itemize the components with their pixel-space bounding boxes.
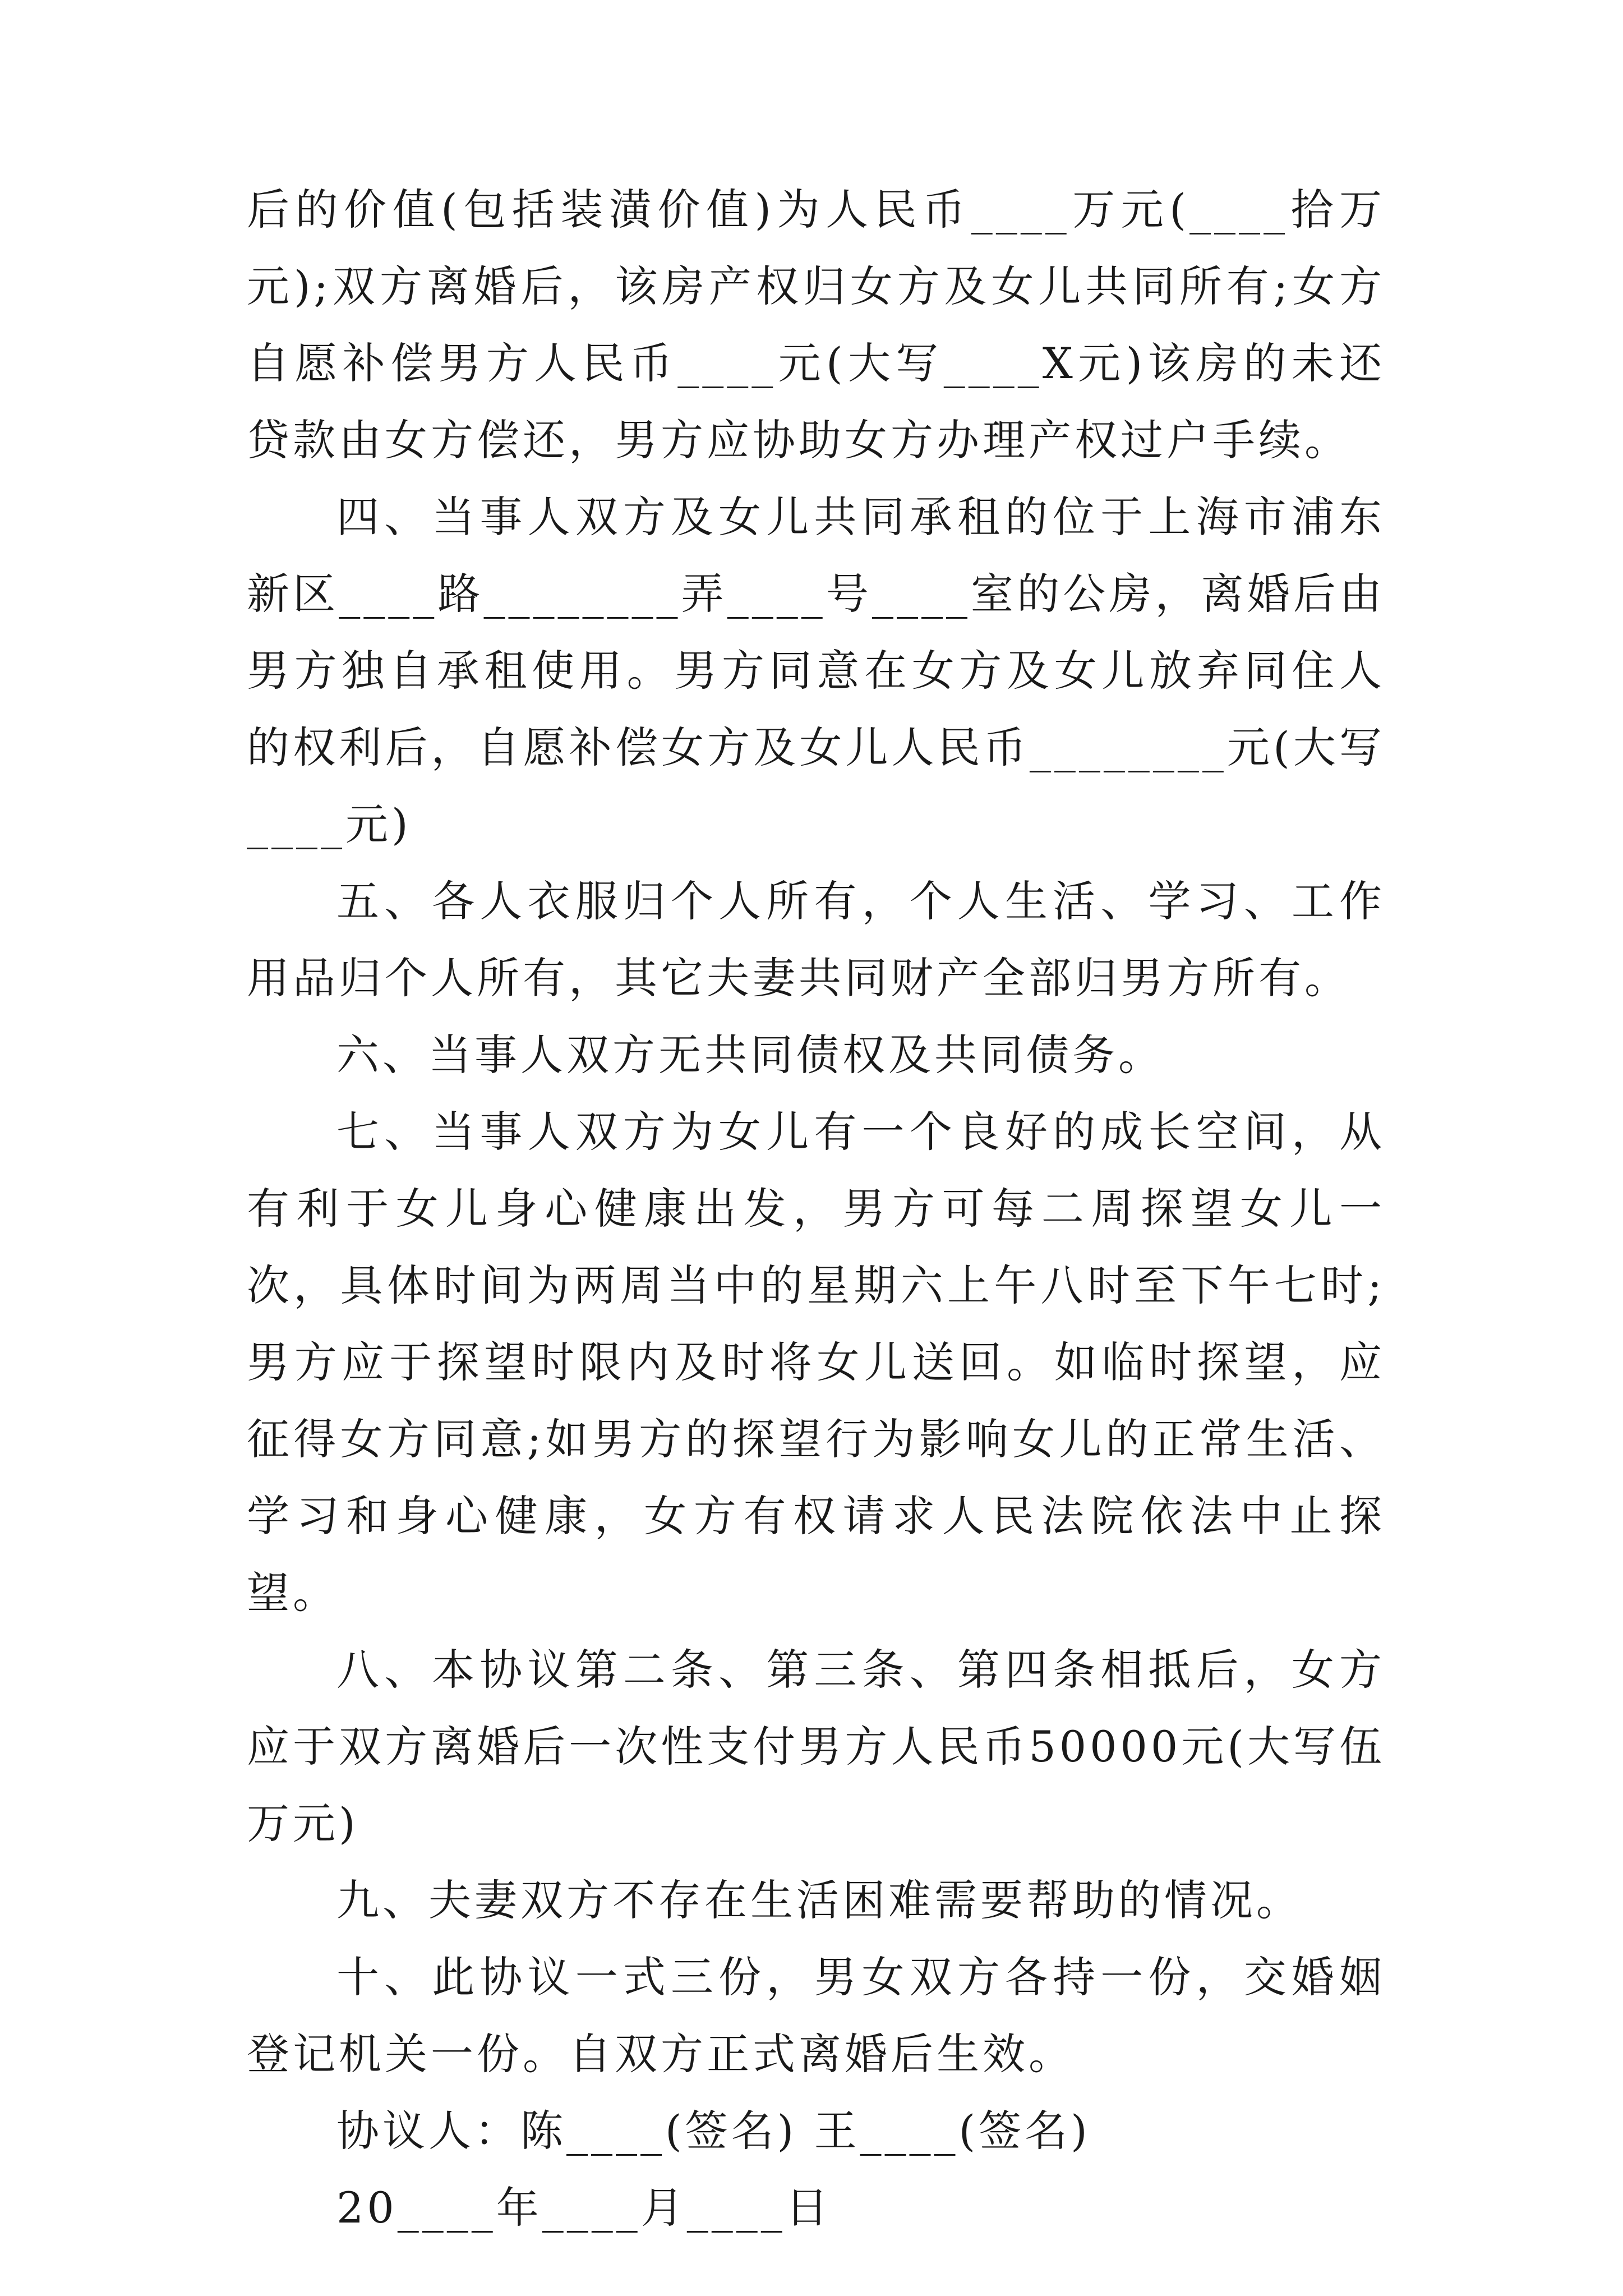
paragraph-clause-10: 十、此协议一式三份，男女双方各持一份，交婚姻登记机关一份。自双方正式离婚后生效。 — [247, 1952, 1385, 2079]
document-body — [247, 171, 1385, 2246]
paragraph-property-value: 后的价值(包括装潢价值)为人民币____万元(____拾万元);双方离婚后，该房产权归女方及女儿共同所有;女方自愿补偿男方人民币____元(大写____X元)该房的未还贷款由女方偿还，男方应协助女方办理产权过户手续。 — [247, 185, 1385, 465]
date-line: 20____年____月____日 — [336, 2183, 832, 2233]
paragraph-clause-4: 四、当事人双方及女儿共同承租的位于上海市浦东新区____路________弄____号____室的公房，离婚后由男方独自承租使用。男方同意在女方及女儿放弃同住人的权利后，自愿补偿女方及女儿人民币________元(大写____元) — [247, 492, 1385, 849]
paragraph-clause-8: 八、本协议第二条、第三条、第四条相抵后，女方应于双方离婚后一次性支付男方人民币50000元(大写伍万元) — [247, 1645, 1385, 1848]
paragraph-clause-5: 五、各人衣服归个人所有，个人生活、学习、工作用品归个人所有，其它夫妻共同财产全部归男方所有。 — [247, 876, 1385, 1003]
paragraph-clause-9: 九、夫妻双方不存在生活困难需要帮助的情况。 — [336, 1875, 1302, 1925]
paragraph-clause-6: 六、当事人双方无共同债权及共同债务。 — [336, 1030, 1164, 1080]
paragraph-clause-7: 七、当事人双方为女儿有一个良好的成长空间，从有利于女儿身心健康出发，男方可每二周探望女儿一次，具体时间为两周当中的星期六上午八时至下午七时;男方应于探望时限内及时将女儿送回。如临时探望，应征得女方同意;如男方的探望行为影响女儿的正常生活、学习和身心健康，女方有权请求人民法院依法中止探望。 — [247, 1107, 1385, 1618]
signature-line: 协议人：陈____(签名) 王____(签名) — [336, 2106, 1091, 2156]
